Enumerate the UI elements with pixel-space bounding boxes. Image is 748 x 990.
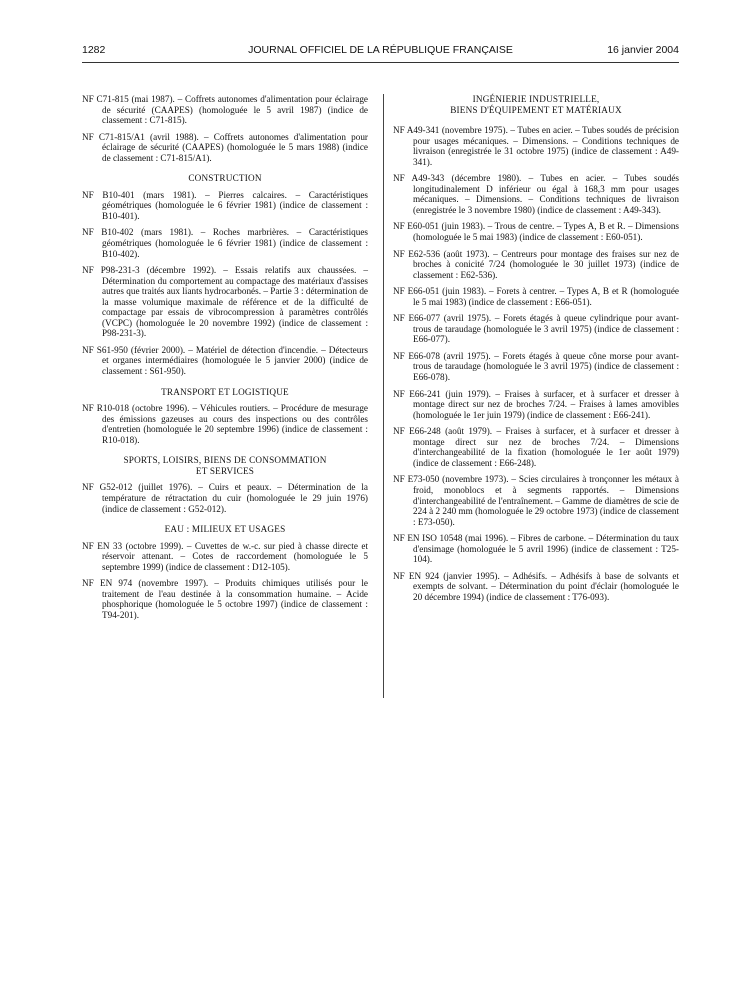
section-heading-ingenierie: INGÉNIERIE INDUSTRIELLE, BIENS D'ÉQUIPEMENT ET MATÉRIAUX — [450, 94, 622, 115]
right-column — [393, 94, 679, 608]
standard-entry: NF S61-950 (février 2000). – Matériel de détection d'incendie. – Détecteurs et organes intermédiaires (homologuée le 5 janvier 2000) (indice de classement : S61-950). — [82, 344, 368, 377]
standard-entry: NF E60-051 (juin 1983). – Trous de centre. – Types A, B et R. – Dimensions (homologuée le 5 mai 1983) (indice de classement : E60-051). — [393, 221, 679, 243]
standard-entry: NF E66-078 (avril 1975). – Forets étagés à queue cône morse pour avant-trous de taraudage (homologuée le 3 avril 1975) (indice de classement : E66-078). — [393, 350, 679, 383]
standard-entry: NF A49-343 (décembre 1980). – Tubes en acier. – Tubes soudés longitudinalement D inférieur ou égal à 168,3 mm pour usages mécaniques. – Dimensions. – Conditions techniques de livraison (enregistrée le 3 novembre 1980) (indice de classement : A49-343). — [393, 173, 679, 215]
journal-title: JOURNAL OFFICIEL DE LA RÉPUBLIQUE FRANÇAISE — [248, 44, 513, 56]
standard-entry: NF E66-248 (août 1979). – Fraises à surfacer, et à surfacer et dresser à montage direct sur nez de broches 7/24. – Dimensions d'interchangeabilité de la fixation (homologuée le 1er août 1979) (indice de classement : E66-248). — [393, 426, 679, 468]
standard-entry: NF E66-077 (avril 1975). – Forets étagés à queue cylindrique pour avant-trous de taraudage (homologuée le 3 avril 1975) (indice de classement : E66-077). — [393, 313, 679, 345]
standard-entry: NF C71-815 (mai 1987). – Coffrets autonomes d'alimentation pour éclairage de sécurité (CAAPES) (homologuée le 5 avril 1987) (indice de classement : C71-815). — [82, 94, 368, 126]
standard-entry: NF B10-401 (mars 1981). – Pierres calcaires. – Caractéristiques géométriques (homologuée le 6 février 1981) (indice de classement : B10-401). — [82, 189, 368, 221]
standard-entry: NF B10-402 (mars 1981). – Roches marbrières. – Caractéristiques géométriques (homologuée le 6 février 1981) (indice de classement : B10-402). — [82, 227, 368, 259]
standard-entry: NF R10-018 (octobre 1996). – Véhicules routiers. – Procédure de mesurage des émissions gazeuses au cours des inspections ou des contrôles d'entretien (homologuée le 20 septembre 1996) (indice de classement : R10-018). — [82, 403, 368, 445]
section-heading-eau: EAU : MILIEUX ET USAGES — [164, 524, 286, 535]
page-number: 1282 — [82, 44, 106, 56]
standard-entry: NF E62-536 (août 1973). – Centreurs pour montage des fraises sur nez de broches à conicité 7/24 (homologuée le 30 juillet 1973) (indice de classement : E62-536). — [393, 248, 679, 280]
standard-entry: NF C71-815/A1 (avril 1988). – Coffrets autonomes d'alimentation pour éclairage de sécurité (CAAPES) (homologuée le 5 mars 1988) (indice de classement : C71-815/A1). — [82, 131, 368, 163]
standard-entry: NF P98-231-3 (décembre 1992). – Essais relatifs aux chaussées. – Détermination du comportement au compactage des matériaux d'assises autres que traités aux liants hydrocarbonés. – Partie 3 : détermination de la masse volumique maximale de référence et de la difficulté de compactage par essais de vibrocompression à paramètres contrôlés (VCPC) (homologuée le 20 novembre 1992) (indice de classement : P98-231-3). — [82, 265, 368, 339]
column-divider — [383, 94, 384, 698]
standard-entry: NF EN 33 (octobre 1999). – Cuvettes de w.-c. sur pied à chasse directe et réservoir attenant. – Cotes de raccordement (homologuée le 5 septembre 1999) (indice de classement : D12-105). — [82, 540, 368, 572]
standard-entry: NF EN 924 (janvier 1995). – Adhésifs. – Adhésifs à base de solvants et exempts de solvant. – Détermination du point d'éclair (homologuée le 20 décembre 1994) (indice de classement : T76-093). — [393, 570, 679, 602]
header-rule — [82, 62, 679, 63]
section-heading-construction: CONSTRUCTION — [188, 173, 262, 184]
standard-entry: NF G52-012 (juillet 1976). – Cuirs et peaux. – Détermination de la température de rétractation du cuir (homologuée le 29 juin 1976) (indice de classement : G52-012). — [82, 482, 368, 514]
standard-entry: NF E66-241 (juin 1979). – Fraises à surfacer, et à surfacer et dresser à montage direct sur nez de broches 7/24. – Fraises à lames amovibles (homologuée le 1er juin 1979) (indice de classement : E66-241). — [393, 388, 679, 420]
publication-date: 16 janvier 2004 — [607, 44, 679, 56]
section-heading-sports: SPORTS, LOISIRS, BIENS DE CONSOMMATION ET SERVICES — [123, 455, 327, 476]
standard-entry: NF E73-050 (novembre 1973). – Scies circulaires à tronçonner les métaux à froid, monoblocs et à segments rapportés. – Dimensions d'interchangeabilité de l'entraînement. – Gamme de diamètres de scie de 224 à 2 240 mm (homologuée le 29 octobre 1973) (indice de classement : E73-050). — [393, 474, 679, 527]
left-column — [82, 94, 368, 626]
standard-entry: NF EN 974 (novembre 1997). – Produits chimiques utilisés pour le traitement de l'eau destinée à la consommation humaine. – Acide phosphorique (homologuée le 5 octobre 1997) (indice de classement : T94-201). — [82, 578, 368, 620]
section-heading-transport: TRANSPORT ET LOGISTIQUE — [161, 386, 289, 397]
standard-entry: NF E66-051 (juin 1983). – Forets à centrer. – Types A, B et R (homologuée le 5 mai 1983) (indice de classement : E66-051). — [393, 286, 679, 307]
standard-entry: NF EN ISO 10548 (mai 1996). – Fibres de carbone. – Détermination du taux d'ensimage (homologuée le 5 avril 1996) (indice de classement : T25-104). — [393, 533, 679, 565]
standard-entry: NF A49-341 (novembre 1975). – Tubes en acier. – Tubes soudés de précision pour usages mécaniques. – Dimensions. – Conditions techniques de livraison (enregistrée le 31 octobre 1975) (indice de classement : A49-341). — [393, 125, 679, 167]
page-header — [82, 44, 679, 60]
